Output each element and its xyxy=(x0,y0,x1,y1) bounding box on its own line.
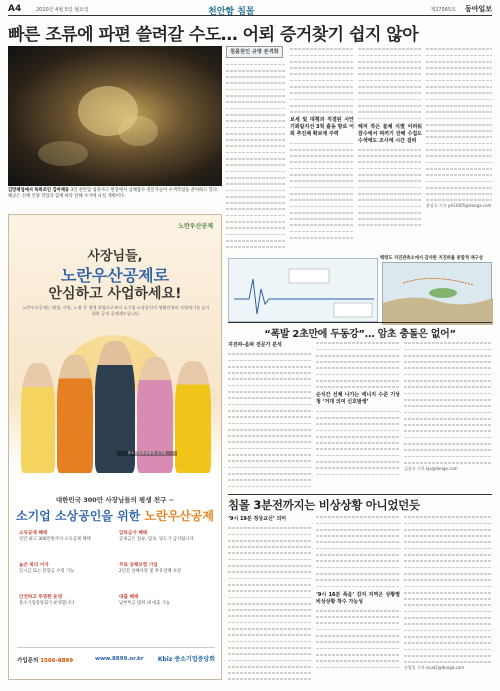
benefit-text: 납부부금 범위 내 대출 가능 xyxy=(119,600,171,606)
ad-main-title-prefix: 소기업 소상공인을 위한 xyxy=(15,509,141,523)
ad-benefit-item xyxy=(19,595,113,607)
benefit-text: 중소기업중앙회가 운영합니다 xyxy=(19,600,75,606)
article-column-4 xyxy=(426,46,492,251)
ad-slogan-line-1: 사장님들, xyxy=(87,249,143,264)
ad-benefit-item xyxy=(19,531,113,543)
ad-organization-logo: Kbiz 중소기업중앙회 xyxy=(157,656,215,663)
main-headline: 빠른 조류에 파편 쓸려갈 수도… 어뢰 증거찾기 쉽지 않아 xyxy=(8,25,419,45)
subheading-1: 보세 및 대책과 직결된 사안 기뢰탐지선 3척 출동 항로 어뢰 추진체 확보에 주력 xyxy=(290,117,354,138)
benefit-title: 안전하고 투명한 운영 xyxy=(19,595,63,600)
subheading-2: 해저 작은 물체 식별 어려워 잠수에서 찌꺼기 잔해 수집도 수색에도 조사에 시간 걸려 xyxy=(358,123,422,144)
dateline: 2010년 4월 5일 월요일 xyxy=(36,7,89,13)
advertisement[interactable] xyxy=(8,214,222,680)
benefit-title: 압류금지 혜택 xyxy=(119,531,148,536)
benefit-title: 대출 혜택 xyxy=(119,595,139,600)
ad-slogan-line-3: 안심하고 사업하세요! xyxy=(48,286,182,302)
ad-benefit-item xyxy=(119,595,213,607)
issue-number: 제27565호 xyxy=(430,7,456,13)
article-3-column-1 xyxy=(228,514,312,684)
article-2-subhead-1: 지진파-음파 전문가 분석 xyxy=(228,342,282,348)
benefit-text: 일시금 또는 분할금 수령 가능 xyxy=(19,568,75,574)
ad-brand-logo: 노란우산공제 xyxy=(178,223,213,230)
benefit-title: 소득공제 혜택 xyxy=(19,531,48,536)
ad-main-title-brand: 노란우산공제 xyxy=(144,509,215,523)
article-3-subhead-1: ‘9시 19분 정상교신’ 의미 xyxy=(228,516,287,522)
map-title: 백령도 지진관측소에서 감지한 지진파를 종합적 재구성 xyxy=(380,256,483,261)
article-column-3 xyxy=(358,46,422,251)
divider xyxy=(228,322,492,323)
article-3-subhead-2: ‘9시 16분 폭음’ 감지 지역은 상황별 비상상황 착수 가능성 xyxy=(316,591,400,605)
byline-main: 윤상호 기자 ysh1005@donga.com xyxy=(426,203,492,209)
article-3-column-3 xyxy=(404,514,492,684)
location-map xyxy=(382,262,492,324)
ad-benefit-item xyxy=(119,531,213,543)
photo-caption xyxy=(8,188,222,200)
ad-benefit-item xyxy=(19,563,113,575)
divider xyxy=(228,494,492,495)
newspaper-name: 동아일보 xyxy=(464,5,492,13)
map-graphic xyxy=(383,263,493,325)
benefit-text: 2년간 상해사망 및 후유장해 보장 xyxy=(119,568,182,574)
ad-phone[interactable] xyxy=(17,656,73,664)
photo-caption-label: 김망제업에서 목록조인 김아재등 xyxy=(8,188,70,193)
ad-main-title xyxy=(9,507,221,524)
article-column-1 xyxy=(226,46,286,251)
seismic-wave-graphic xyxy=(229,259,378,322)
subhead-box: 침몰원인 규명 본격화 xyxy=(226,46,283,58)
article-2-column-1 xyxy=(228,340,312,490)
ad-benefit-item xyxy=(119,563,213,575)
benefit-title: 높은 복리 이자 xyxy=(19,563,49,568)
article-2-column-3 xyxy=(404,340,492,490)
article-2-column-2 xyxy=(316,340,400,490)
benefit-text: 연간 최고 300만원까지 소득공제 혜택 xyxy=(19,536,91,542)
page-header xyxy=(8,4,492,16)
ad-benefits-list xyxy=(19,531,213,631)
section-title: 천안함 침몰 xyxy=(208,7,255,17)
ad-people-photo xyxy=(17,323,215,473)
news-photo xyxy=(8,46,222,186)
article-2-title: “폭발 2초만에 두동강”… 암초 충돌은 없어” xyxy=(264,329,456,340)
photo-caption-text: 3일 천안함 침몰사고 현장에서 심해잠수 전문가들이 수색작업을 준비하고 있다. 해군은 선체 인양 작업과 함께 바닥 잔해 수거에 나설 계획이다. xyxy=(8,188,219,199)
article-3-title: 침몰 3분전까지는 비상상황 아니었던듯 xyxy=(228,498,420,512)
benefit-title: 무료 상해보험 가입 xyxy=(119,563,158,568)
ad-description: 노란우산공제는 폐업, 사망, 노령 등 생계 위협으로부터 소기업·소상공인의 생활안정과 사업재기를 돕기 위한 공적 공제제도입니다. xyxy=(22,305,210,316)
article-2-byline: 김종사 기자 kjs@donga.com xyxy=(404,465,458,471)
article-column-2 xyxy=(290,46,354,251)
article-3-byline: 손영일 기자 scud2@donga.com xyxy=(404,665,465,671)
phone-number: 1566-8899 xyxy=(40,658,74,664)
benefit-text: 공제금은 압류, 담보, 양도가 금지됩니다 xyxy=(119,536,194,542)
ad-contact-bar xyxy=(17,647,215,671)
ad-website-link[interactable]: www.8899.or.kr xyxy=(95,656,144,662)
phone-label: 가입문의 xyxy=(17,658,39,664)
ad-tagline: 대한민국 300만 사장님들의 평생 친구 ~ xyxy=(55,496,175,504)
seismic-diagram xyxy=(228,258,378,322)
ad-person-badge: 중소기업중앙회장 김기문 xyxy=(117,451,177,456)
article-3-column-2 xyxy=(316,514,400,684)
ad-slogan-line-2: 노란우산공제로 xyxy=(60,266,170,285)
article-2-subhead-2: 순식간 선체 나가는 에너지 수준 기상청 ‘거대 의미 신호발생’ xyxy=(316,392,400,406)
page-number: A4 xyxy=(8,4,22,14)
